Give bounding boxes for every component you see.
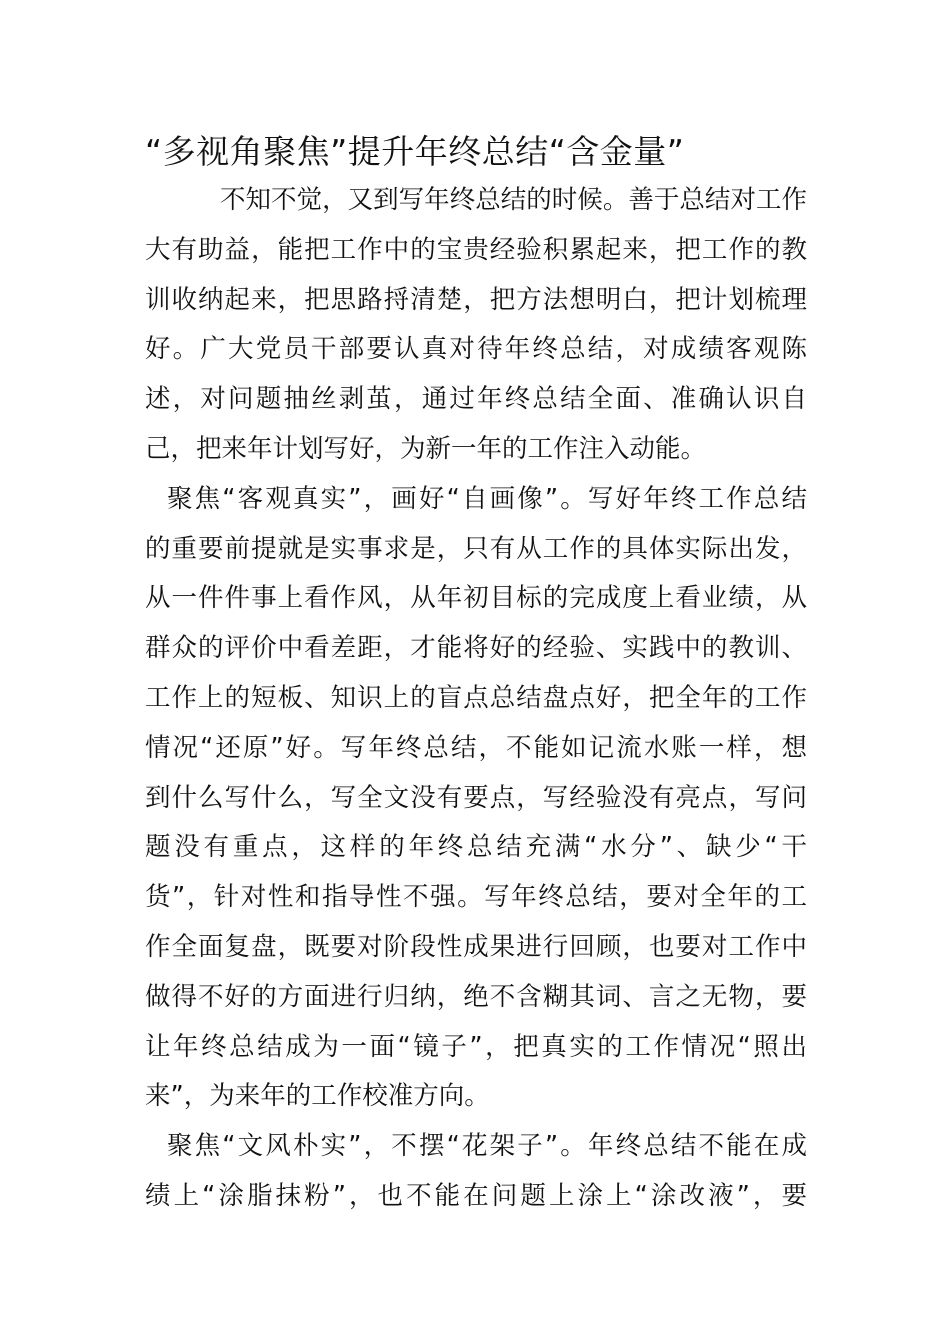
text-line: 题没有重点，这样的年终总结充满“水分”、缺少“干 [145, 832, 807, 863]
paragraph [145, 176, 807, 475]
paragraph [145, 1122, 807, 1222]
text-line: 聚焦“客观真实”，画好“自画像”。写好年终工作总结 [167, 483, 807, 514]
document-body [145, 176, 807, 1222]
text-line: 到什么写什么，写全文没有要点，写经验没有亮点，写问 [145, 782, 807, 813]
paragraph [145, 475, 807, 1122]
text-line: 情况“还原”好。写年终总结，不能如记流水账一样，想 [145, 732, 807, 763]
text-line: 工作上的短板、知识上的盲点总结盘点好，把全年的工作 [145, 682, 807, 713]
text-line: 绩上“涂脂抹粉”，也不能在问题上涂上“涂改液”，要 [145, 1180, 807, 1211]
text-line: 大有助益，能把工作中的宝贵经验积累起来，把工作的教 [145, 234, 807, 265]
text-line: 作全面复盘，既要对阶段性成果进行回顾，也要对工作中 [145, 931, 807, 962]
document-title: “多视角聚焦”提升年终总结“含金量” [145, 132, 685, 171]
text-line: 不知不觉，又到写年终总结的时候。善于总结对工作 [220, 185, 807, 215]
text-line: 的重要前提就是实事求是，只有从工作的具体实际出发， [145, 533, 807, 564]
text-line: 述，对问题抽丝剥茧，通过年终总结全面、准确认识自 [145, 384, 807, 415]
text-line: 来”，为来年的工作校准方向。 [145, 1081, 490, 1112]
text-line: 货”，针对性和指导性不强。写年终总结，要对全年的工 [145, 882, 807, 913]
text-line: 群众的评价中看差距，才能将好的经验、实践中的教训、 [145, 633, 807, 664]
text-line: 好。广大党员干部要认真对待年终总结，对成绩客观陈 [145, 334, 807, 365]
text-line: 从一件件事上看作风，从年初目标的完成度上看业绩，从 [145, 583, 807, 614]
text-line: 做得不好的方面进行归纳，绝不含糊其词、言之无物，要 [145, 981, 807, 1012]
text-line: 训收纳起来，把思路捋清楚，把方法想明白，把计划梳理 [145, 284, 807, 315]
text-line: 聚焦“文风朴实”，不摆“花架子”。年终总结不能在成 [167, 1131, 807, 1162]
text-line: 让年终总结成为一面“镜子”，把真实的工作情况“照出 [145, 1031, 807, 1062]
text-line: 己，把来年计划写好，为新一年的工作注入动能。 [145, 433, 707, 464]
